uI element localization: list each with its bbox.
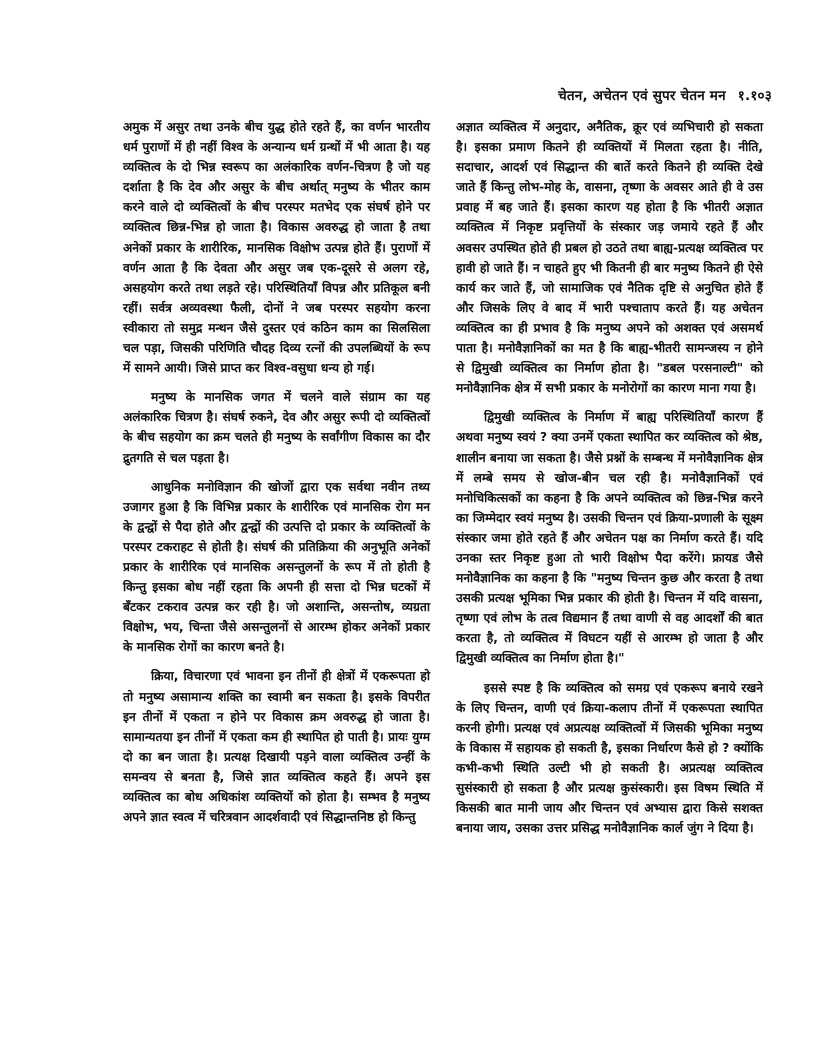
page-number: १.१०३ — [737, 88, 772, 104]
right-column — [456, 117, 763, 847]
paragraph: आधुनिक मनोविज्ञान की खोजों द्वारा एक सर्वथा नवीन तथ्य उजागर हुआ है कि विभिन्न प्रकार के शारीरिक एवं मानसिक रोग मन के द्वन्द्वों से पैदा होते और द्वन्द्वों की उत्पत्ति दो प्रकार के व्यक्तित्वों के परस्पर टकराहट से होती है। संघर्ष की प्रतिक्रिया की अनुभूति अनेकों प्रकार के शारीरिक एवं मानसिक असन्तुलनों के रूप में तो होती है किन्तु इसका बोध नहीं रहता कि अपनी ही सत्ता दो भिन्न घटकों में बँटकर टकराव उत्पन्न कर रही है। जो अशान्ति, असन्तोष, व्यग्रता विक्षोभ, भय, चिन्ता जैसे असन्तुलनों से आरम्भ होकर अनेकों प्रकार के मानसिक रोगों का कारण बनते है। — [123, 479, 430, 655]
running-header — [558, 86, 772, 104]
paragraph: मनुष्य के मानसिक जगत में चलने वाले संग्राम का यह अलंकारिक चित्रण है। संघर्ष रुकने, देव और असुर रूपी दो व्यक्तित्वों के बीच सहयोग का क्रम चलते ही मनुष्य के सर्वांगीण विकास का दौर द्रुतगति से चल पड़ता है। — [123, 390, 430, 465]
paragraph: अज्ञात व्यक्तित्व में अनुदार, अनैतिक, क्रूर एवं व्यभिचारी हो सकता है। इसका प्रमाण कितने ही व्यक्तियों में मिलता रहता है। नीति, सदाचार, आदर्श एवं सिद्धान्त की बातें करते कितने ही व्यक्ति देखे जाते हैं किन्तु लोभ-मोह के, वासना, तृष्णा के अवसर आते ही वे उस प्रवाह में बह जाते हैं। इसका कारण यह होता है कि भीतरी अज्ञात व्यक्तित्व में निकृष्ट प्रवृत्तियों के संस्कार जड़ जमाये रहते हैं और अवसर उपस्थित होते ही प्रबल हो उठते तथा बाह्य-प्रत्यक्ष व्यक्तित्व पर हावी हो जाते हैं। न चाहते हुए भी कितनी ही बार मनुष्य कितने ही ऐसे कार्य कर जाते हैं, जो सामाजिक एवं नैतिक दृष्टि से अनुचित होते हैं और जिसके लिए वे बाद में भारी पश्चाताप करते हैं। यह अचेतन व्यक्तित्व का ही प्रभाव है कि मनुष्य अपने को अशक्त एवं असमर्थ पाता है। मनोवैज्ञानिकों का मत है कि बाह्य-भीतरी सामन्जस्य न होने से द्विमुखी व्यक्तित्व का निर्माण होता है। "डबल परसनाल्टी" को मनोवैज्ञानिक क्षेत्र में सभी प्रकार के मनोरोगों का कारण माना गया है। — [456, 120, 763, 396]
running-title: चेतन, अचेतन एवं सुपर चेतन मन — [558, 88, 726, 104]
paragraph: इससे स्पष्ट है कि व्यक्तित्व को समग्र एवं एकरूप बनाये रखने के लिए चिन्तन, वाणी एवं क्रिया-कलाप तीनों में एकरूपता स्थापित करनी होगी। प्रत्यक्ष एवं अप्रत्यक्ष व्यक्तित्वों में जिसकी भूमिका मनुष्य के विकास में सहायक हो सकती है, इसका निर्धारण कैसे हो ? क्योंकि कभी-कभी स्थिति उल्टी भी हो सकती है। अप्रत्यक्ष व्यक्तित्व सुसंस्कारी हो सकता है और प्रत्यक्ष कुसंस्कारी। इस विषम स्थिति में किसकी बात मानी जाय और चिन्तन एवं अभ्यास द्वारा किसे सशक्त बनाया जाय, उसका उत्तर प्रसिद्ध मनोवैज्ञानिक कार्ल जुंग ने दिया है। — [456, 680, 763, 836]
paragraph: क्रिया, विचारणा एवं भावना इन तीनों ही क्षेत्रों में एकरूपता हो तो मनुष्य असामान्य शक्ति का स्वामी बन सकता है। इसके विपरीत इन तीनों में एकता न होने पर विकास क्रम अवरुद्ध हो जाता है। सामान्यतया इन तीनों में एकता कम ही स्थापित हो पाती है। प्रायः युग्म दो का बन जाता है। प्रत्यक्ष दिखायी पड़ने वाला व्यक्तित्व उन्हीं के समन्वय से बनता है, जिसे ज्ञात व्यक्तित्व कहते हैं। अपने इस व्यक्तित्व का बोध अधिकांश व्यक्तियों को होता है। सम्भव है मनुष्य अपने ज्ञात स्वत्व में चरित्रवान आदर्शवादी एवं सिद्धान्तनिष्ठ हो किन्तु — [123, 669, 430, 825]
paragraph: द्विमुखी व्यक्तित्व के निर्माण में बाह्य परिस्थितियाँ कारण हैं अथवा मनुष्य स्वयं ? क्या उनमें एकता स्थापित कर व्यक्तित्व को श्रेष्ठ, शालीन बनाया जा सकता है। जैसे प्रश्नों के सम्बन्ध में मनोवैज्ञानिक क्षेत्र में लम्बे समय से खोज-बीन चल रही है। मनोवैज्ञानिकों एवं मनोचिकित्सकों का कहना है कि अपने व्यक्तित्व को छिन्न-भिन्न करने का जिम्मेदार स्वयं मनुष्य है। उसकी चिन्तन एवं क्रिया-प्रणाली के सूक्ष्म संस्कार जमा होते रहते हैं और अचेतन पक्ष का निर्माण करते हैं। यदि उनका स्तर निकृष्ट हुआ तो भारी विक्षोभ पैदा करेंगे। फ्रायड जैसे मनोवैज्ञानिक का कहना है कि "मनुष्य चिन्तन कुछ और करता है तथा उसकी प्रत्यक्ष भूमिका भिन्न प्रकार की होती है। चिन्तन में यदि वासना, तृष्णा एवं लोभ के तत्व विद्यमान हैं तथा वाणी से वह आदर्शों की बात करता है, तो व्यक्तित्व में विघटन यहीं से आरम्भ हो जाता है और द्विमुखी व्यक्तित्व का निर्माण होता है।" — [456, 410, 763, 666]
paragraph: अमुक में असुर तथा उनके बीच युद्ध होते रहते हैं, का वर्णन भारतीय धर्म पुराणों में ही नहीं विश्व के अन्यान्य धर्म ग्रन्थों में भी आता है। यह व्यक्तित्व के दो भिन्न स्वरूप का अलंकारिक वर्णन-चित्रण है जो यह दर्शाता है कि देव और असुर के बीच अर्थात् मनुष्य के भीतर काम करने वाले दो व्यक्तित्वों के बीच परस्पर मतभेद एक संघर्ष होने पर व्यक्तित्व छिन्न-भिन्न हो जाता है। विकास अवरुद्ध हो जाता है तथा अनेकों प्रकार के शारीरिक, मानसिक विक्षोभ उत्पन्न होते हैं। पुराणों में वर्णन आता है कि देवता और असुर जब एक-दूसरे से अलग रहे, असहयोग करते तथा लड़ते रहे। परिस्थितियाँ विपन्न और प्रतिकूल बनी रहीं। सर्वत्र अव्यवस्था फैली, दोनों ने जब परस्पर सहयोग करना स्वीकारा तो समुद्र मन्थन जैसे दुस्तर एवं कठिन काम का सिलसिला चल पड़ा, जिसकी परिणिति चौदह दिव्य रत्नों की उपलब्धियों के रूप में सामने आयी। जिसे प्राप्त कर विश्व-वसुधा धन्य हो गई। — [123, 120, 430, 376]
left-column — [123, 117, 430, 836]
